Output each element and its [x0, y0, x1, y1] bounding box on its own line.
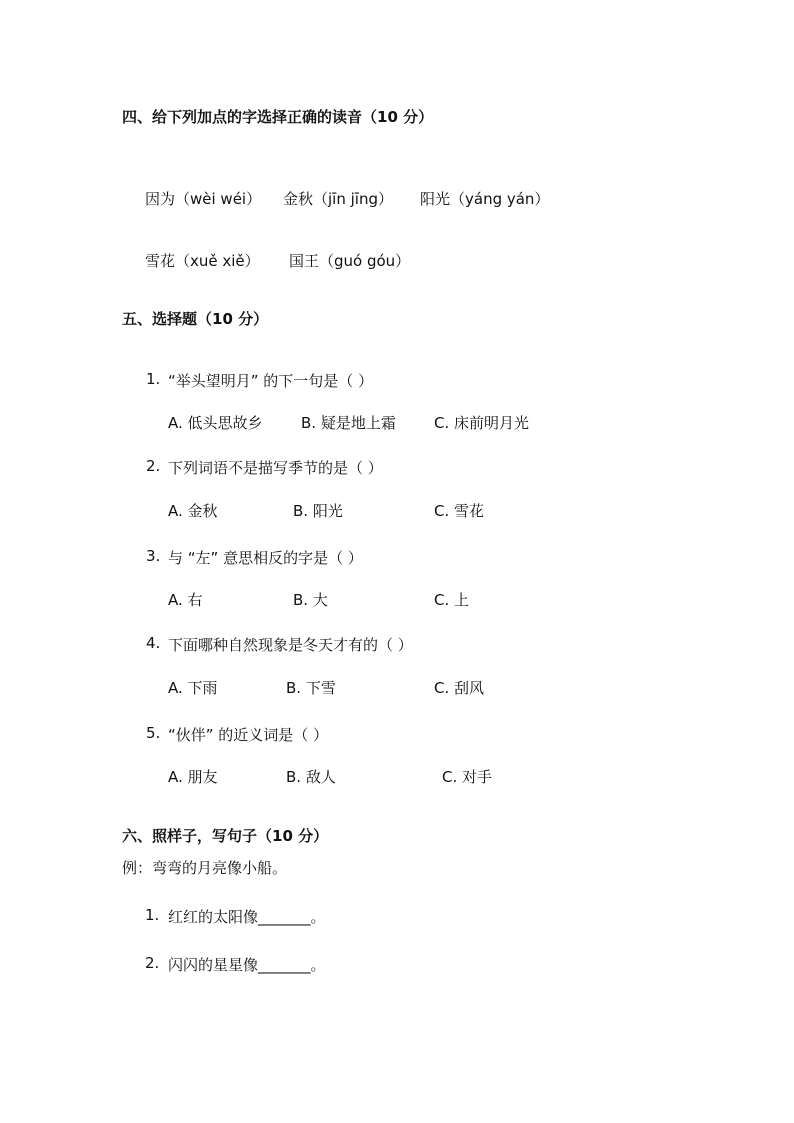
question-2-option-c: C. 雪花: [434, 502, 485, 520]
question-4-option-c: C. 刮风: [434, 679, 485, 697]
section5-title: 五、选择题（10 分）: [122, 310, 269, 328]
question-3-option-a: A. 右: [168, 591, 203, 609]
question-1-text: “举头望明月” 的下一句是（ ）: [168, 372, 374, 390]
pinyin-item-2: 金秋（jīn jīng）: [283, 190, 393, 208]
question-5-text: “伙伴” 的近义词是（ ）: [168, 726, 329, 744]
question-3-text: 与 “左” 意思相反的字是（ ）: [168, 549, 363, 567]
question-5-option-a: A. 朋友: [168, 768, 218, 786]
question-1-number: 1.: [146, 370, 161, 388]
question-2-text: 下列词语不是描写季节的是（ ）: [168, 459, 383, 477]
question-3-number: 3.: [146, 547, 161, 565]
section4-title: 四、给下列加点的字选择正确的读音（10 分）: [122, 108, 434, 126]
pinyin-item-1: 因为（wèi wéi）: [145, 190, 262, 208]
question-5-option-c: C. 对手: [442, 768, 493, 786]
sentence-1-text: 红红的太阳像_______。: [168, 908, 326, 926]
pinyin-item-5: 国王（guó góu）: [289, 252, 411, 270]
question-1-option-a: A. 低头思故乡: [168, 414, 263, 432]
question-5-number: 5.: [146, 724, 161, 742]
sentence-2-number: 2.: [145, 954, 160, 972]
sentence-1-number: 1.: [145, 906, 160, 924]
question-5-option-b: B. 敌人: [286, 768, 336, 786]
question-4-option-b: B. 下雪: [286, 679, 336, 697]
question-2-number: 2.: [146, 457, 161, 475]
question-3-option-b: B. 大: [293, 591, 328, 609]
question-4-option-a: A. 下雨: [168, 679, 218, 697]
example-sentence: 例：弯弯的月亮像小船。: [122, 859, 288, 877]
sentence-2-text: 闪闪的星星像_______。: [168, 956, 326, 974]
question-1-option-c: C. 床前明月光: [434, 414, 530, 432]
question-2-option-b: B. 阳光: [293, 502, 343, 520]
section6-title: 六、照样子，写句子（10 分）: [122, 827, 329, 845]
question-1-option-b: B. 疑是地上霜: [301, 414, 396, 432]
pinyin-item-3: 阳光（yáng yán）: [420, 190, 550, 208]
pinyin-item-4: 雪花（xuě xiě）: [145, 252, 260, 270]
question-4-text: 下面哪种自然现象是冬天才有的（ ）: [168, 636, 413, 654]
question-2-option-a: A. 金秋: [168, 502, 218, 520]
question-3-option-c: C. 上: [434, 591, 470, 609]
question-4-number: 4.: [146, 634, 161, 652]
